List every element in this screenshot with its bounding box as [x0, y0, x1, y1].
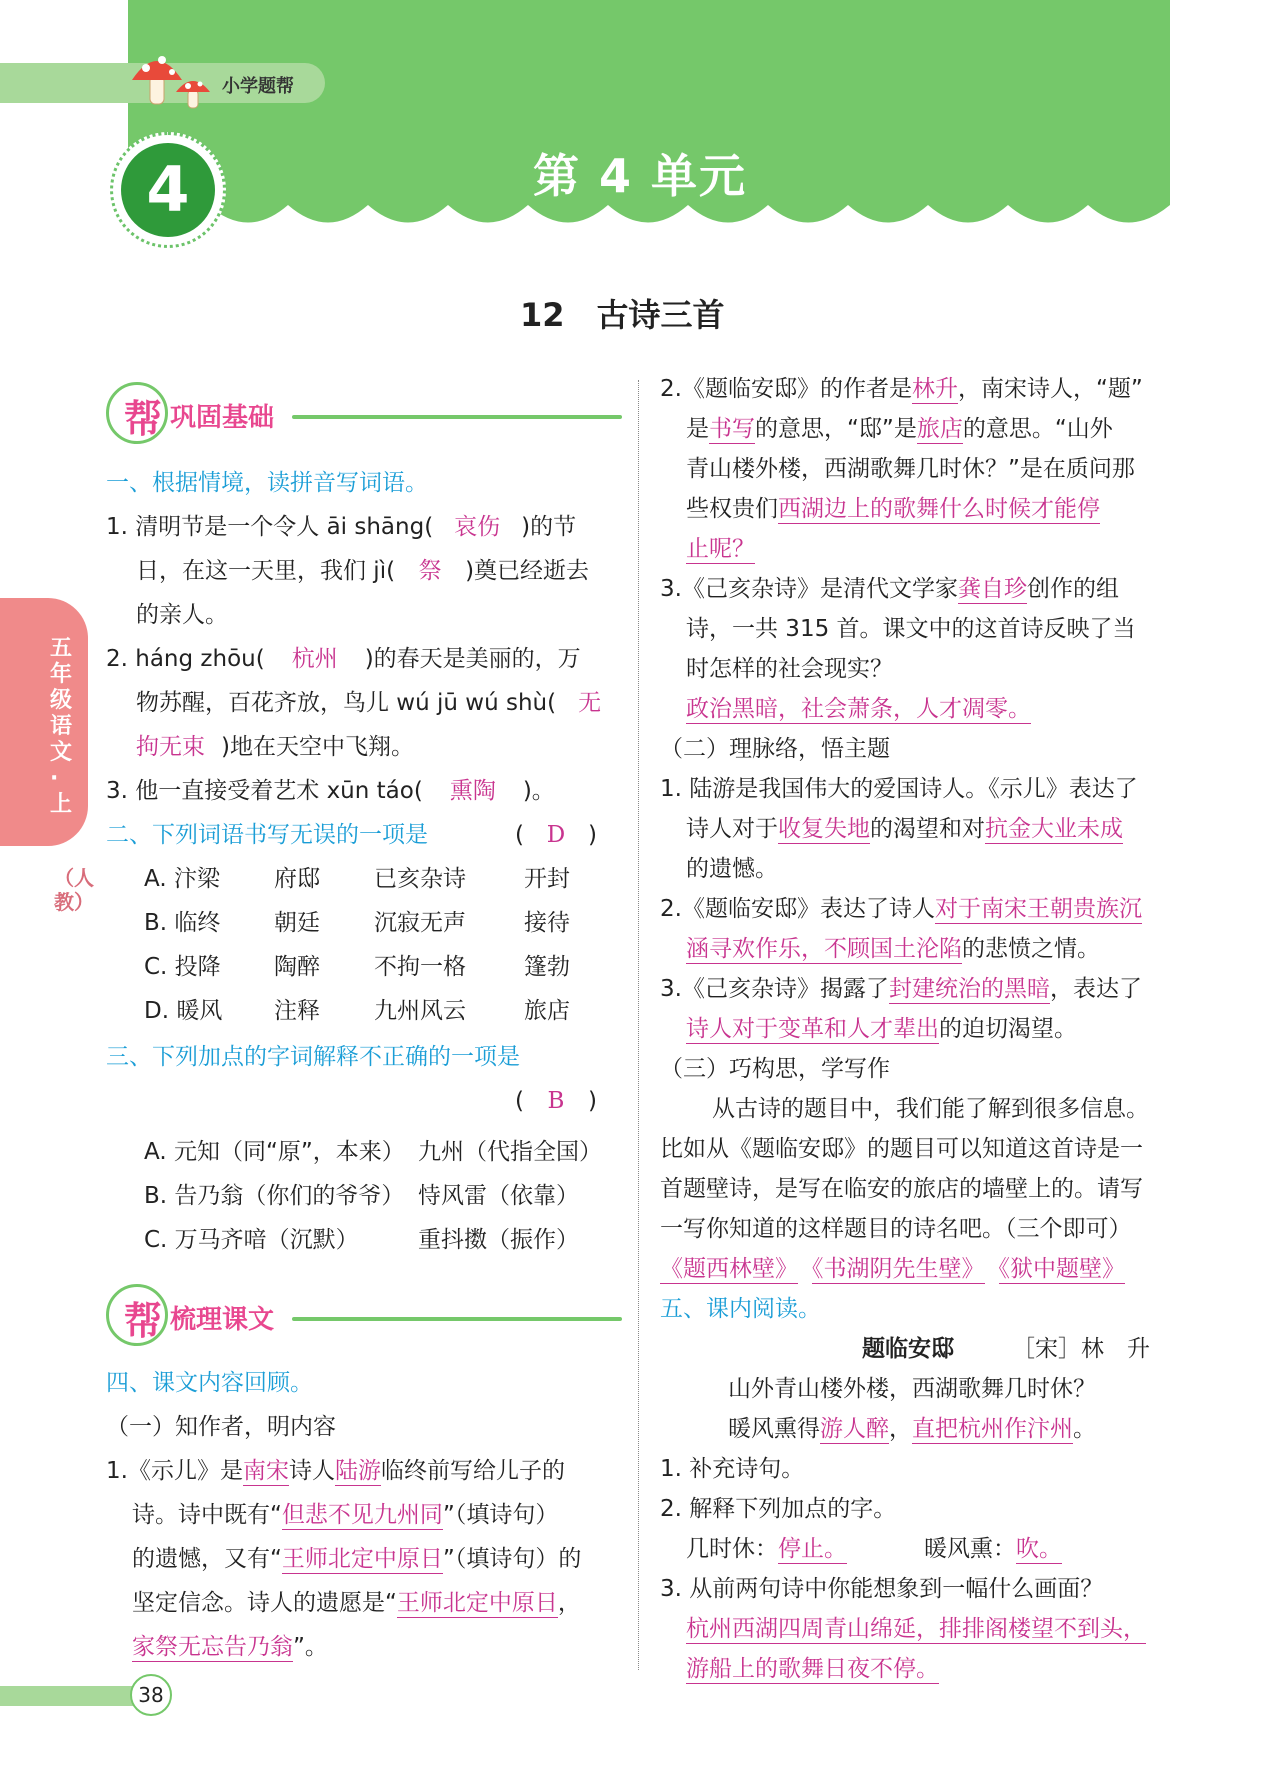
brand-label: 小学题帮: [222, 76, 294, 97]
section-consolidate: [106, 382, 626, 441]
q1-line: 2. háng zhōu( 杭州 )的春天是美丽的，万: [106, 646, 581, 672]
q2-option-cell: C. 投降: [144, 954, 221, 980]
section-review: [106, 1284, 626, 1343]
q2-option-cell: 已亥杂诗: [374, 866, 466, 892]
q4-title: 四、课文内容回顾。: [106, 1370, 313, 1396]
q2-option-cell: 九州风云: [374, 998, 466, 1024]
q2-option-cell: 开封: [524, 866, 570, 892]
r-line: 诗，一共 315 首。课文中的这首诗反映了当: [686, 616, 1136, 642]
r-line: 比如从《题临安邸》的题目可以知道这首诗是一: [660, 1136, 1143, 1162]
edition-label: （人教）: [54, 866, 94, 914]
r-line: 从古诗的题目中，我们能了解到很多信息。: [712, 1096, 1149, 1122]
q2-option-cell: D. 暖风: [144, 998, 223, 1024]
q4-sub1: （一）知作者，明内容: [106, 1414, 336, 1440]
r-line: 3. 从前两句诗中你能想象到一幅什么画面？: [660, 1576, 1104, 1602]
q3-title: 三、下列加点的字词解释不正确的一项是: [106, 1044, 520, 1070]
r-line: 几时休：停止。: [686, 1536, 847, 1562]
q1-line: 的亲人。: [136, 602, 228, 628]
r-line: 2. 解释下列加点的字。: [660, 1496, 897, 1522]
q1-line: 物苏醒，百花齐放，鸟儿 wú jū wú shù( 无: [136, 690, 602, 716]
q1-title: 一、根据情境，读拼音写词语。: [106, 470, 428, 496]
r-sub3: （三）巧构思，学写作: [660, 1056, 890, 1082]
r-line: 青山楼外楼，西湖歌舞几时休？”是在质问那: [686, 456, 1135, 482]
q1-line: 3. 他一直接受着艺术 xūn táo( 熏陶 )。: [106, 778, 555, 804]
q2-option-cell: 注释: [274, 998, 320, 1024]
r-line: 3.《己亥杂诗》揭露了封建统治的黑暗，表达了: [660, 976, 1142, 1002]
r-line: 涵寻欢作乐，不顾国土沦陷的悲愤之情。: [686, 936, 1100, 962]
q3-option: B. 告乃翁（你们的爷爷）: [144, 1183, 405, 1209]
r-line: 2.《题临安邸》的作者是林升，南宋诗人，“题”: [660, 376, 1143, 402]
r-line: 首题壁诗，是写在临安的旅店的墙壁上的。请写: [660, 1176, 1143, 1202]
r-line: 的遗憾。: [686, 856, 778, 882]
q3-option: 重抖擞（振作）: [418, 1227, 579, 1253]
q3-option: 九州（代指全国）: [418, 1139, 602, 1165]
q4-line: 诗。诗中既有“但悲不见九州同”（填诗句）: [132, 1502, 559, 1528]
grade-label: 五年级语文·上: [50, 636, 73, 817]
r-line: 3.《己亥杂诗》是清代文学家龚自珍创作的组: [660, 576, 1119, 602]
section-rule: [292, 415, 622, 419]
r-line: 时怎样的社会现实？: [686, 656, 893, 682]
lesson-title: 12 古诗三首: [520, 296, 725, 334]
side-grade-tab: [0, 598, 88, 846]
poem-line: 暖风熏得游人醉，直把杭州作汴州。: [728, 1416, 1096, 1442]
section-badge-char: 帮: [124, 1299, 163, 1343]
unit-title: 第 4 单元: [532, 149, 748, 203]
q2-option-cell: 府邸: [274, 866, 320, 892]
q3-answer: ( B ): [515, 1088, 597, 1114]
r-line: 1. 陆游是我国伟大的爱国诗人。《示儿》表达了: [660, 776, 1138, 802]
section-rule: [292, 1317, 622, 1321]
unit-number-badge: [110, 132, 226, 248]
r-line: 一写你知道的这样题目的诗名吧。（三个即可）: [660, 1216, 1132, 1242]
page-number: 38: [130, 1674, 172, 1716]
r-line: 1. 补充诗句。: [660, 1456, 805, 1482]
q1-line: 日，在这一天里，我们 jì( 祭 )奠已经逝去: [136, 558, 590, 584]
r-line: 是书写的意思，“邸”是旅店的意思。“山外: [686, 416, 1113, 442]
q1-line: 拘无束 )地在天空中飞翔。: [136, 734, 414, 760]
q3-option: 恃风雷（依靠）: [418, 1183, 579, 1209]
q5-title: 五、课内阅读。: [660, 1296, 821, 1322]
r-line: 暖风熏：吹。: [924, 1536, 1062, 1562]
section-title: 梳理课文: [170, 1305, 275, 1335]
q2-option-cell: 篷勃: [524, 954, 570, 980]
r-line: 杭州西湖四周青山绵延，排排阁楼望不到头，: [686, 1616, 1146, 1642]
poem-line: 山外青山楼外楼，西湖歌舞几时休？: [728, 1376, 1096, 1402]
q3-option: A. 元知（同“原”，本来）: [144, 1139, 405, 1165]
poem-title: 题临安邸: [862, 1336, 954, 1362]
q2-option-cell: 陶醉: [274, 954, 320, 980]
q2-option-cell: 不拘一格: [374, 954, 466, 980]
column-divider: [638, 380, 639, 1670]
q2-option-cell: 接待: [524, 910, 570, 936]
q4-line: 坚定信念。诗人的遗愿是“王师北定中原日，: [132, 1590, 581, 1616]
q2-option-cell: 朝廷: [274, 910, 320, 936]
r-line: 诗人对于变革和人才辈出的迫切渴望。: [686, 1016, 1077, 1042]
r-sub2: （二）理脉络，悟主题: [660, 736, 890, 762]
unit-number: 4: [121, 143, 215, 237]
q2-option-cell: 旅店: [524, 998, 570, 1024]
q2-title: 二、下列词语书写无误的一项是: [106, 822, 428, 848]
r-line: 游船上的歌舞日夜不停。: [686, 1656, 939, 1682]
q2-option-cell: A. 汴梁: [144, 866, 220, 892]
section-title: 巩固基础: [170, 403, 275, 433]
r-line: 止呢？: [686, 536, 755, 562]
r-line: 政治黑暗，社会萧条，人才凋零。: [686, 696, 1031, 722]
q4-line: 家祭无忘告乃翁”。: [132, 1634, 328, 1660]
mushroom-icon: [128, 46, 218, 116]
q3-option: C. 万马齐喑（沉默）: [144, 1227, 359, 1253]
r-line: 些权贵们西湖边上的歌舞什么时候才能停: [686, 496, 1100, 522]
q2-option-cell: 沉寂无声: [374, 910, 466, 936]
section-badge-char: 帮: [124, 397, 163, 441]
q2-answer: ( D ): [515, 822, 597, 848]
q2-option-cell: B. 临终: [144, 910, 221, 936]
poem-author: ［宋］林 升: [1012, 1336, 1150, 1362]
r-line: 2.《题临安邸》表达了诗人对于南宋王朝贵族沉: [660, 896, 1142, 922]
q4-line: 1.《示儿》是南宋诗人陆游临终前写给儿子的: [106, 1458, 565, 1484]
q1-line: 1. 清明节是一个令人 āi shāng( 哀伤 )的节: [106, 514, 577, 540]
q4-line: 的遗憾，又有“王师北定中原日”（填诗句）的: [132, 1546, 582, 1572]
r-line: 《题西林壁》 《书湖阴先生壁》 《狱中题壁》: [660, 1256, 1125, 1282]
r-line: 诗人对于收复失地的渴望和对抗金大业未成: [686, 816, 1123, 842]
